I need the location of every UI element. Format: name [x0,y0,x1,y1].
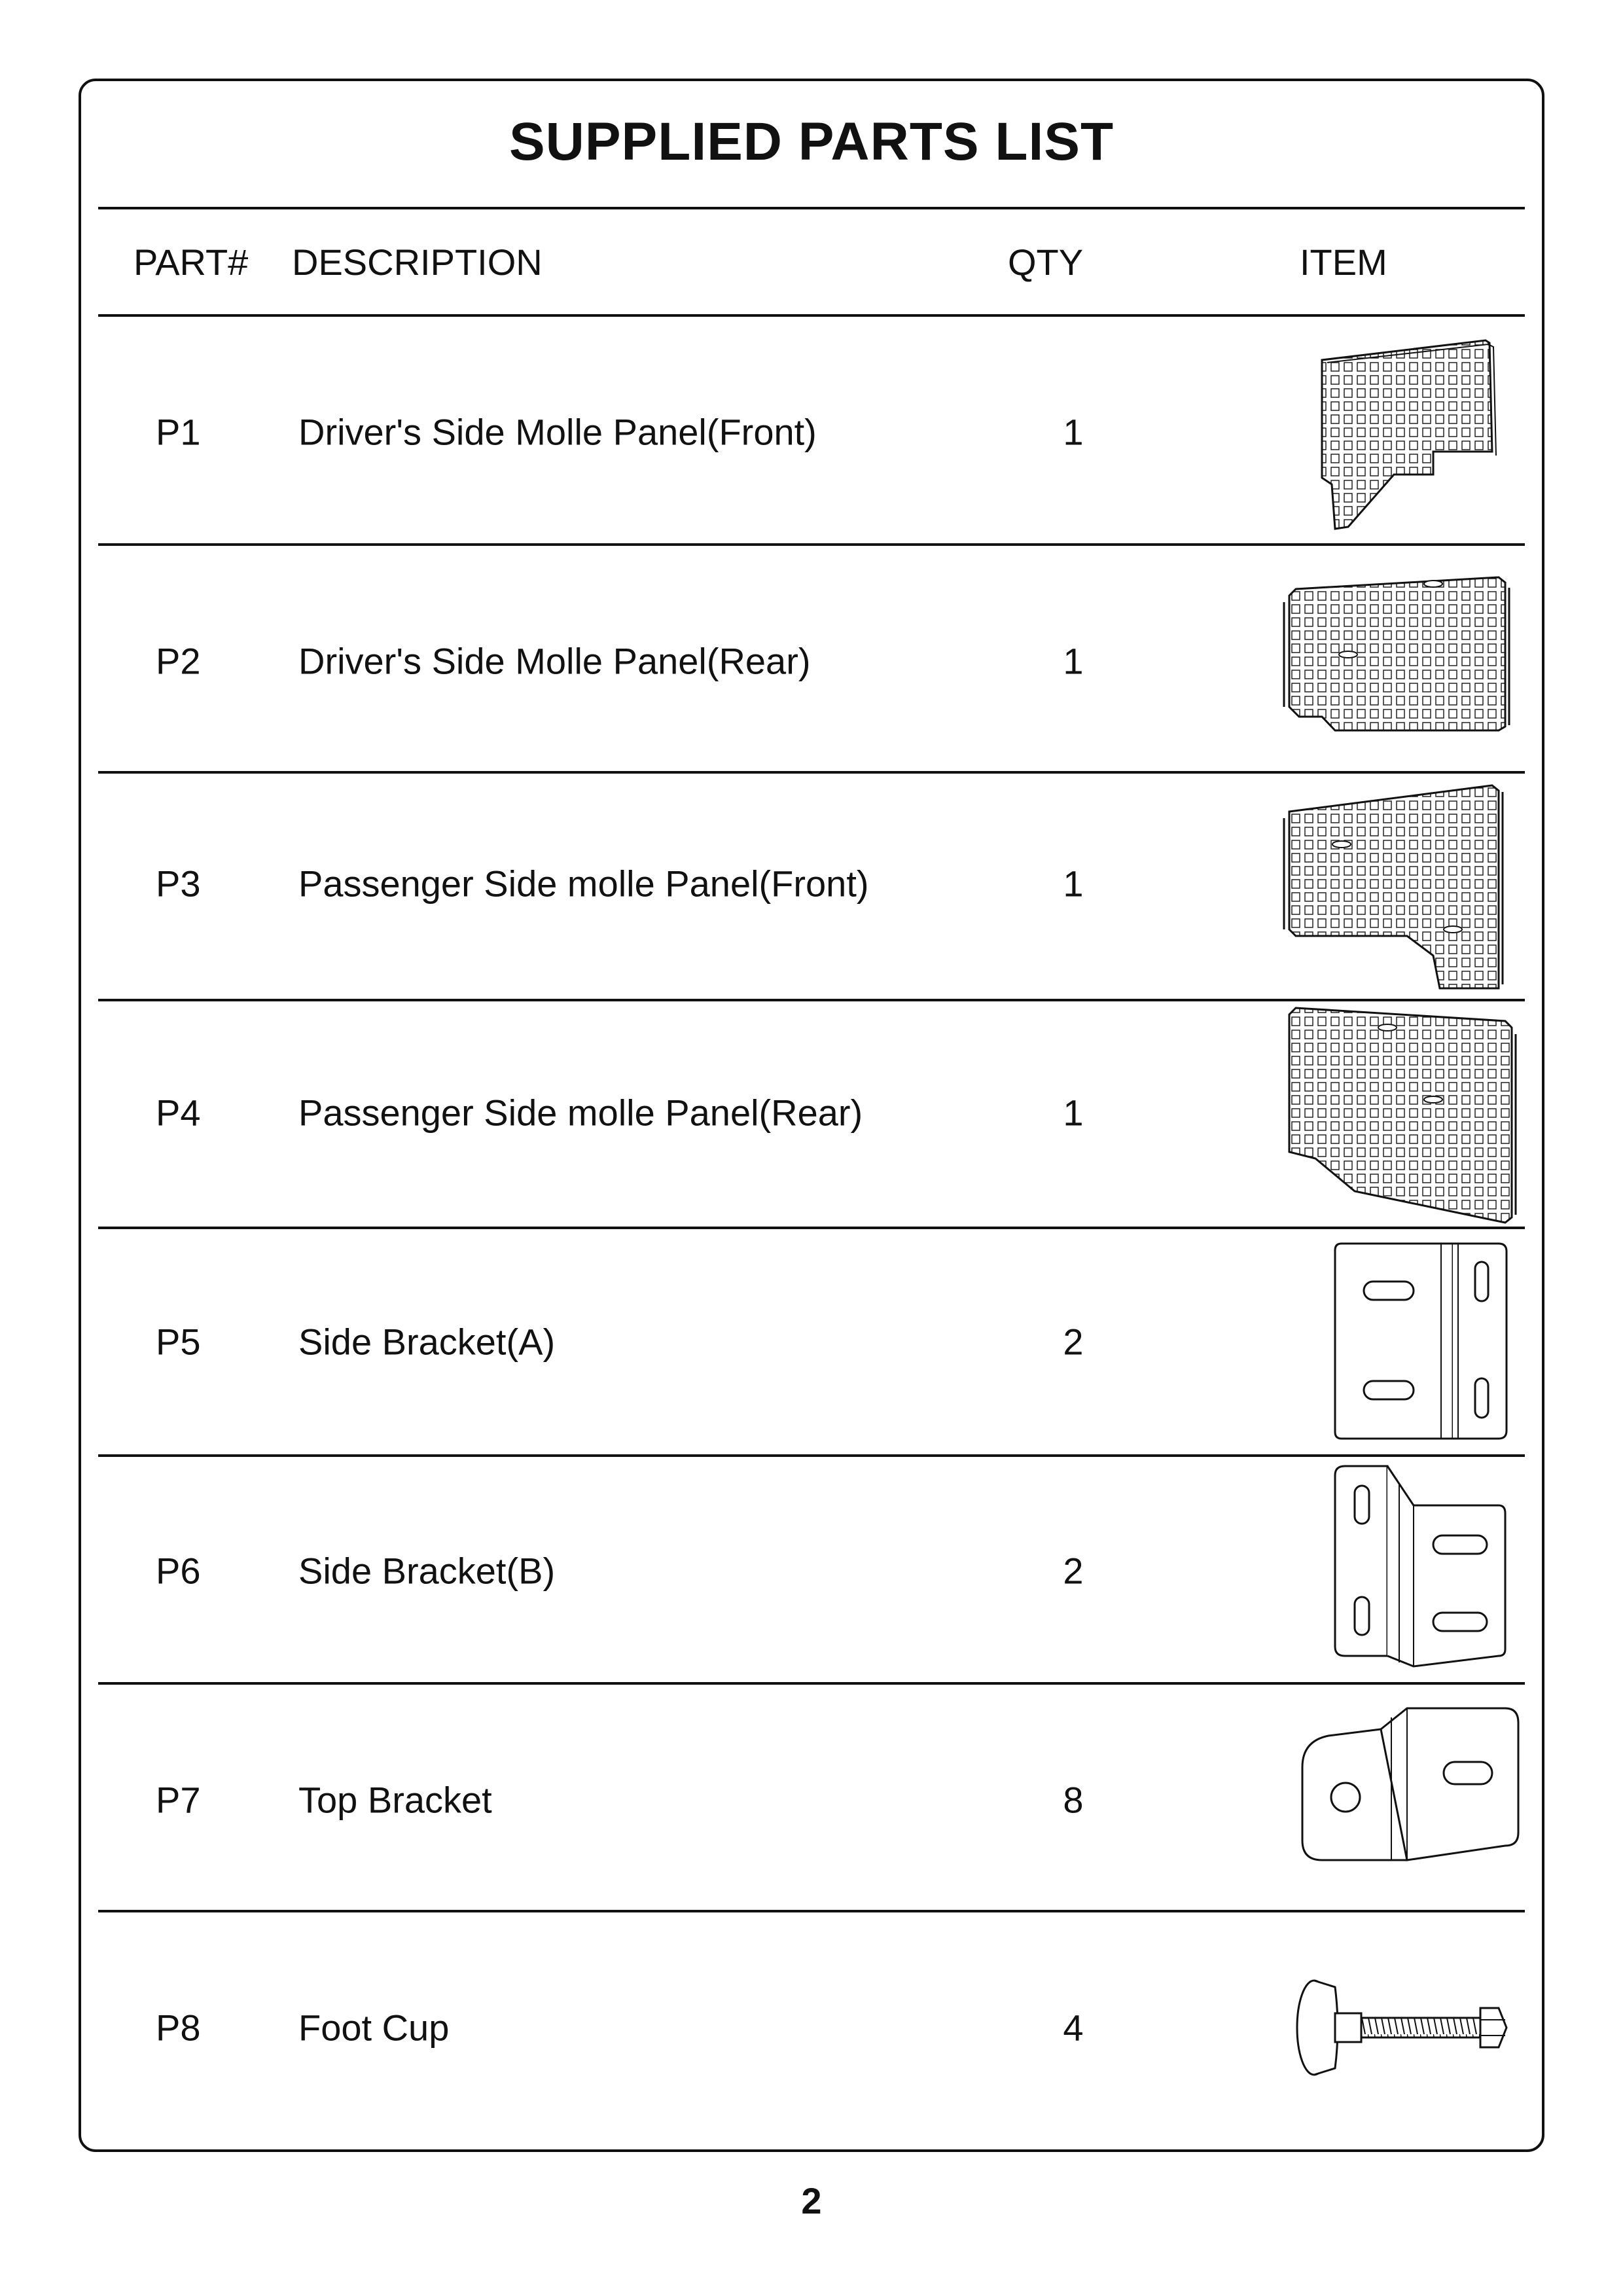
part-number: P1 [156,411,201,453]
part-qty: 1 [1063,863,1084,905]
part-qty: 2 [1063,1550,1084,1592]
header-item: ITEM [1300,242,1387,283]
part-description: Passenger Side molle Panel(Rear) [298,1092,863,1134]
molle-panel-icon [1237,321,1525,543]
molle-panel-icon [1237,550,1525,772]
table-row [98,772,1525,995]
table-row [98,1230,1525,1453]
divider [98,1910,1525,1912]
table-row [98,550,1525,772]
part-description: Foot Cup [298,2007,450,2049]
table-row [98,1001,1525,1224]
part-description: Driver's Side Molle Panel(Front) [298,411,817,453]
part-qty: 2 [1063,1321,1084,1363]
part-number: P4 [156,1092,201,1134]
molle-panel-icon [1237,1001,1525,1224]
part-number: P6 [156,1550,201,1592]
part-qty: 1 [1063,640,1084,682]
part-description: Side Bracket(B) [298,1550,556,1592]
header-qty: QTY [1008,242,1084,283]
part-number: P3 [156,863,201,905]
part-qty: 1 [1063,1092,1084,1134]
part-description: Side Bracket(A) [298,1321,556,1363]
part-number: P8 [156,2007,201,2049]
divider [98,314,1525,317]
part-qty: 4 [1063,2007,1084,2049]
foot-cup-icon [1237,1916,1525,2139]
part-description: Passenger Side molle Panel(Front) [298,863,869,905]
part-number: P7 [156,1779,201,1821]
molle-panel-icon [1237,772,1525,995]
table-row [98,1460,1525,1682]
top-bracket-icon [1237,1689,1525,1911]
part-qty: 8 [1063,1779,1084,1821]
side-bracket-icon [1237,1460,1525,1682]
side-bracket-icon [1237,1230,1525,1453]
divider [98,207,1525,209]
part-qty: 1 [1063,411,1084,453]
page-title: SUPPLIED PARTS LIST [508,112,1115,171]
table-row [98,321,1525,543]
header-description: DESCRIPTION [292,242,543,283]
part-number: P5 [156,1321,201,1363]
page-number: 2 [801,2180,822,2221]
table-row [98,1689,1525,1911]
divider [98,1227,1525,1229]
header-part: PART# [134,242,249,283]
divider [98,543,1525,546]
part-number: P2 [156,640,201,682]
divider [98,1454,1525,1457]
table-row [98,1916,1525,2139]
part-description: Driver's Side Molle Panel(Rear) [298,640,811,682]
divider [98,1682,1525,1685]
part-description: Top Bracket [298,1779,492,1821]
